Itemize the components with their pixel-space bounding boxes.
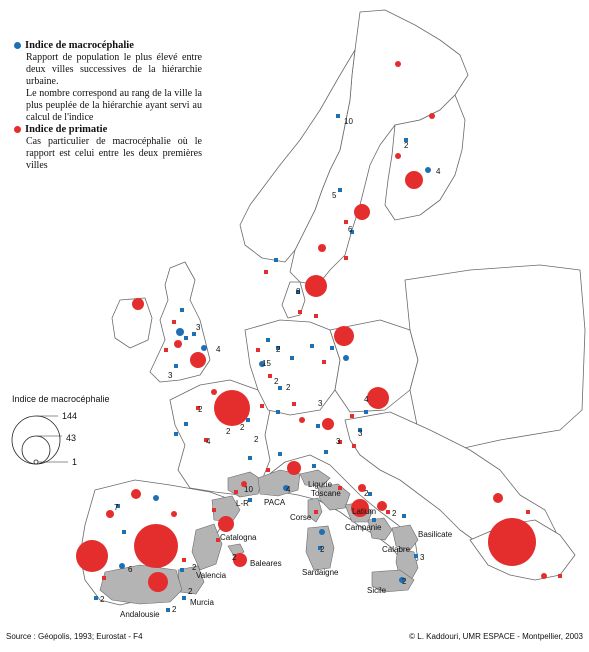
macro-symbol — [368, 492, 372, 496]
macro-symbol — [174, 364, 178, 368]
primatie-symbol — [386, 510, 390, 514]
city-rank-label: 3 — [318, 399, 323, 408]
city-rank-label: 4 — [364, 395, 369, 404]
primatie-symbol — [526, 510, 530, 514]
primatie-symbol — [256, 348, 260, 352]
city-rank-label: 4 — [206, 437, 211, 446]
macro-symbol — [192, 332, 196, 336]
primatie-symbol — [344, 220, 348, 224]
macro-symbol — [290, 356, 294, 360]
legend-macro-desc2: Le nombre correspond au rang de la ville la plus peuplée de la hiérarchie ayant servi au calcul de l'indice — [26, 88, 202, 123]
macro-symbol — [310, 344, 314, 348]
primatie-symbol — [268, 374, 272, 378]
primatie-symbol — [322, 360, 326, 364]
macro-symbol — [153, 495, 159, 501]
legend-primatie-desc: Cas particulier de macrocéphalie où le rapport est celui entre les deux premières villes — [26, 136, 202, 171]
city-rank-label: 2 — [276, 345, 281, 354]
region-label-andalousie: Andalousie — [120, 610, 160, 619]
macro-symbol — [94, 596, 98, 600]
primatie-symbol — [172, 320, 176, 324]
city-rank-label: 4 — [286, 485, 291, 494]
macro-symbol — [372, 518, 376, 522]
macro-symbol — [180, 568, 184, 572]
primatie-symbol — [344, 256, 348, 260]
city-rank-label: 3 — [168, 371, 173, 380]
size-legend-circle-1 — [34, 460, 38, 464]
region-label-ligurie: Ligurie — [308, 480, 333, 489]
primatie-symbol — [541, 573, 547, 579]
macro-symbol — [184, 336, 188, 340]
region-shape-andalousie — [100, 565, 182, 604]
region-label-catalogna: Catalogna — [220, 533, 257, 542]
city-rank-label: 2 — [254, 435, 259, 444]
city-rank-label: 4 — [436, 167, 441, 176]
primatie-symbol — [314, 314, 318, 318]
size-legend-value-43: 43 — [66, 433, 77, 443]
region-label-latium: Latium — [352, 507, 377, 516]
macro-symbol — [266, 338, 270, 342]
primatie-symbol — [395, 61, 401, 67]
primatie-symbol — [395, 153, 401, 159]
city-rank-label: 4 — [216, 345, 221, 354]
macro-symbol — [274, 258, 278, 262]
city-rank-label: 2 — [364, 489, 369, 498]
region-label-calabre: Calabre — [382, 545, 411, 554]
region-label-sardaigne: Sardaigne — [302, 568, 339, 577]
region-label-murcia: Murcia — [190, 598, 215, 607]
macro-symbol — [182, 596, 186, 600]
macro-symbol — [180, 308, 184, 312]
primatie-symbol — [134, 524, 178, 568]
region-label-sicile: Sicile — [367, 586, 387, 595]
legend-primatie-header — [14, 124, 202, 136]
legend-primatie-title: Indice de primatie — [25, 124, 108, 135]
primatie-symbol — [234, 490, 238, 494]
ireland-outline — [112, 298, 152, 348]
city-rank-label: 2 — [274, 377, 279, 386]
city-rank-label: 3 — [196, 323, 201, 332]
region-label-lr: L-R — [236, 499, 249, 508]
city-rank-label: 2 — [172, 605, 177, 614]
macro-symbol — [425, 167, 431, 173]
macro-symbol — [246, 418, 250, 422]
primatie-symbol — [299, 417, 305, 423]
macro-symbol — [166, 608, 170, 612]
primatie-symbol — [106, 510, 114, 518]
primatie-symbol — [148, 572, 168, 592]
macro-symbol — [316, 424, 320, 428]
size-legend-title: Indice de macrocéphalie — [12, 394, 110, 404]
macro-symbol — [248, 456, 252, 460]
legend-macro-header — [14, 40, 202, 52]
city-rank-label: 5 — [332, 191, 337, 200]
region-label-corse: Corse — [290, 513, 312, 522]
macro-symbol — [184, 422, 188, 426]
city-rank-label: 15 — [262, 359, 271, 368]
macro-symbol — [276, 410, 280, 414]
city-rank-label: 2 — [198, 405, 203, 414]
primatie-symbol — [211, 389, 217, 395]
region-label-valencia: Valencia — [196, 571, 227, 580]
city-rank-label: 6 — [128, 565, 133, 574]
city-rank-label: 2 — [188, 587, 193, 596]
city-rank-label: 10 — [244, 485, 253, 494]
legend-macro-desc1: Rapport de population le plus élevé entre deux villes successives de la hiérarchie urbaine. — [26, 52, 202, 87]
city-rank-label: 10 — [344, 117, 353, 126]
primatie-symbol — [377, 501, 387, 511]
region-label-basilicate: Basilicate — [418, 530, 453, 539]
legend-panel — [14, 40, 202, 172]
city-rank-label: 2 — [402, 577, 407, 586]
primatie-symbol — [367, 387, 389, 409]
primatie-symbol — [488, 518, 536, 566]
macro-symbol — [364, 410, 368, 414]
macro-symbol — [119, 563, 125, 569]
legend-macro-title: Indice de macrocéphalie — [25, 40, 134, 51]
primatie-dot-icon — [14, 126, 21, 133]
primatie-symbol — [298, 310, 302, 314]
primatie-symbol — [131, 489, 141, 499]
city-rank-label: 2 — [404, 141, 409, 150]
city-rank-label: 2 — [240, 423, 245, 432]
primatie-symbol — [76, 540, 108, 572]
primatie-symbol — [322, 418, 334, 430]
macro-symbol — [201, 345, 207, 351]
primatie-symbol — [264, 270, 268, 274]
size-legend-value-144: 144 — [62, 411, 78, 421]
size-legend-value-1: 1 — [72, 457, 78, 467]
primatie-symbol — [102, 576, 106, 580]
primatie-symbol — [218, 516, 234, 532]
city-rank-label: 2 — [226, 427, 231, 436]
city-rank-label: 6 — [348, 225, 353, 234]
city-rank-label: 3 — [358, 429, 363, 438]
primatie-symbol — [429, 113, 435, 119]
primatie-symbol — [260, 404, 264, 408]
macro-symbol — [278, 386, 282, 390]
primatie-symbol — [350, 414, 354, 418]
city-rank-label: 2 — [232, 553, 237, 562]
primatie-symbol — [493, 493, 503, 503]
city-rank-label: 2 — [192, 563, 197, 572]
primatie-symbol — [318, 244, 326, 252]
primatie-symbol — [171, 511, 177, 517]
macro-dot-icon — [14, 42, 21, 49]
macro-symbol — [319, 529, 325, 535]
macro-symbol — [176, 328, 184, 336]
primatie-symbol — [287, 461, 301, 475]
size-legend — [12, 394, 110, 467]
primatie-symbol — [334, 326, 354, 346]
primatie-symbol — [164, 348, 168, 352]
city-rank-label: 2 — [320, 545, 325, 554]
primatie-symbol — [214, 390, 250, 426]
primatie-symbol — [305, 275, 327, 297]
macro-symbol — [402, 514, 406, 518]
macro-symbol — [312, 464, 316, 468]
primatie-symbol — [132, 298, 144, 310]
macro-symbol — [330, 346, 334, 350]
macro-symbol — [122, 530, 126, 534]
primatie-symbol — [182, 558, 186, 562]
macro-symbol — [278, 452, 282, 456]
primatie-symbol — [212, 508, 216, 512]
city-rank-label: 3 — [336, 437, 341, 446]
city-rank-label: 2 — [100, 595, 105, 604]
macro-symbol — [414, 554, 418, 558]
primatie-symbol — [405, 171, 423, 189]
city-rank-label: 8 — [296, 287, 301, 296]
city-rank-label: 2 — [286, 383, 291, 392]
macro-symbol — [324, 450, 328, 454]
primatie-symbol — [354, 204, 370, 220]
city-rank-label: 2 — [392, 509, 397, 518]
source-text: Source : Géopolis, 1993; Eurostat - F4 — [6, 632, 143, 641]
primatie-symbol — [190, 352, 206, 368]
macro-symbol — [343, 355, 349, 361]
macro-symbol — [338, 188, 342, 192]
primatie-symbol — [174, 340, 182, 348]
primatie-symbol — [352, 444, 356, 448]
region-label-baleares: Baleares — [250, 559, 282, 568]
eastern-europe-outline — [405, 265, 585, 450]
region-label-campanie: Campanie — [345, 523, 382, 532]
primatie-symbol — [266, 468, 270, 472]
macro-symbol — [174, 432, 178, 436]
region-label-toscane: Toscane — [311, 489, 341, 498]
city-rank-label: 7 — [114, 503, 119, 512]
macro-symbol — [336, 114, 340, 118]
size-legend-circle-144 — [12, 416, 60, 464]
credit-text: © L. Kaddouri, UMR ESPACE - Montpellier, 2003 — [409, 632, 583, 641]
primatie-symbol — [558, 574, 562, 578]
region-label-paca: PACA — [264, 498, 286, 507]
primatie-symbol — [292, 402, 296, 406]
primatie-symbol — [314, 510, 318, 514]
city-rank-label: 3 — [420, 553, 425, 562]
